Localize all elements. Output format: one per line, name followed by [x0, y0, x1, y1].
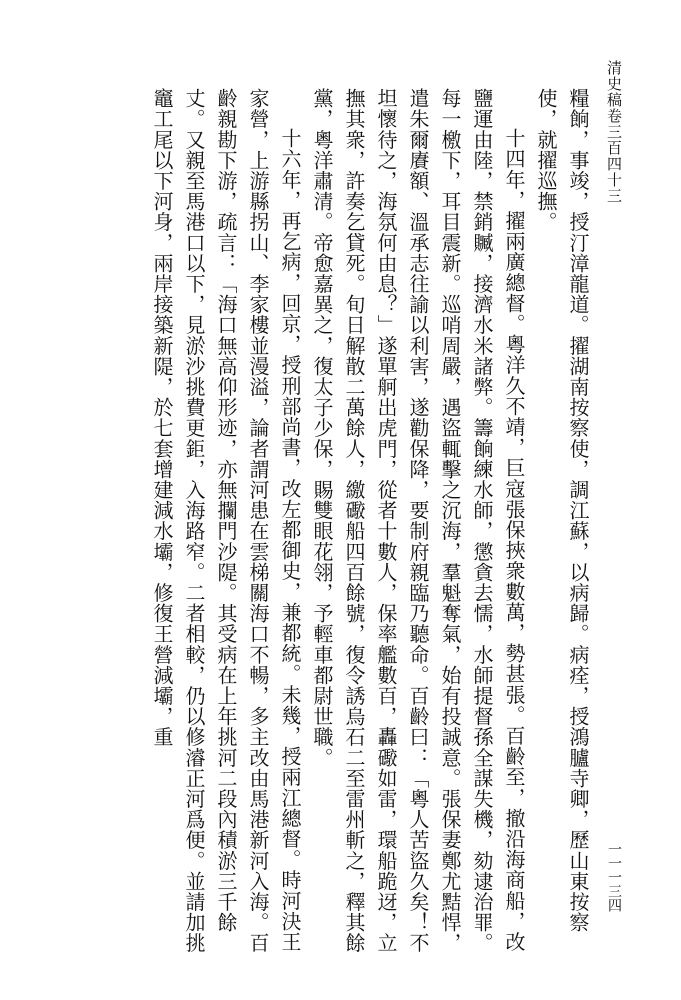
vertical-body-text: [70, 88, 594, 968]
paragraph-liangjiang-governor: 十六年，再乞病，回京，授刑部尚書，改左都御史，兼都統。未幾，授兩江總督。時河決王家營，上游縣拐山、李家樓並漫溢，論者謂河患在雲梯關海口不暢，多主改由馬港新河入海。百齡親勘下游，疏言：「海口無高仰形迹，亦無攔門沙隄。其受病在上年挑河二段內積淤三千餘丈。又親至馬港口以下，見淤沙挑費更鉅，入海路窄。二者相較，仍以修濬正河爲便。並請加挑竈工尾以下河身，兩岸接築新隄，於七套增建減水壩，修復王營減壩，重: [150, 88, 302, 954]
paragraph-continuation: 糧餉，事竣，授汀漳龍道。擢湖南按察使，調江蘇，以病歸。病痊，授鴻臚寺卿，歷山東按察使，就擢巡撫。: [534, 88, 590, 933]
paragraph-guangdong-governor: 十四年，擢兩廣總督。粵洋久不靖，巨寇張保挾衆數萬，勢甚張。百齡至，撤沿海商船，改鹽運由陸，禁銷贓，接濟水米諸弊。籌餉練水師，懲貪去懦，水師提督孫全謀失機，劾逮治罪。每一檄下，耳目震新。巡哨周嚴，遇盜輒擊之沉海，羣魁奪氣，始有投誠意。張保妻鄭尤黠悍，遣朱爾賡額、溫承志往諭以利害，遂勸保降，要制府親臨乃聽命。百齡曰：「粵人苦盜久矣！不坦懷待之，海氛何由息？」遂單舸出虎門，從者十數人，保率艦數百，轟礮如雷，環船跪迓，立撫其衆，許奏乞貸死。旬日解散二萬餘人，繳礮船四百餘號，復令誘烏石二至雷州斬之，釋其餘黨，粵洋肅清。帝愈嘉異之，復太子少保，賜雙眼花翎，予輕車都尉世職。: [310, 88, 526, 954]
running-header-title: 清史稿卷三百四十三: [605, 60, 623, 204]
page-number: 一一一三四: [606, 842, 622, 912]
